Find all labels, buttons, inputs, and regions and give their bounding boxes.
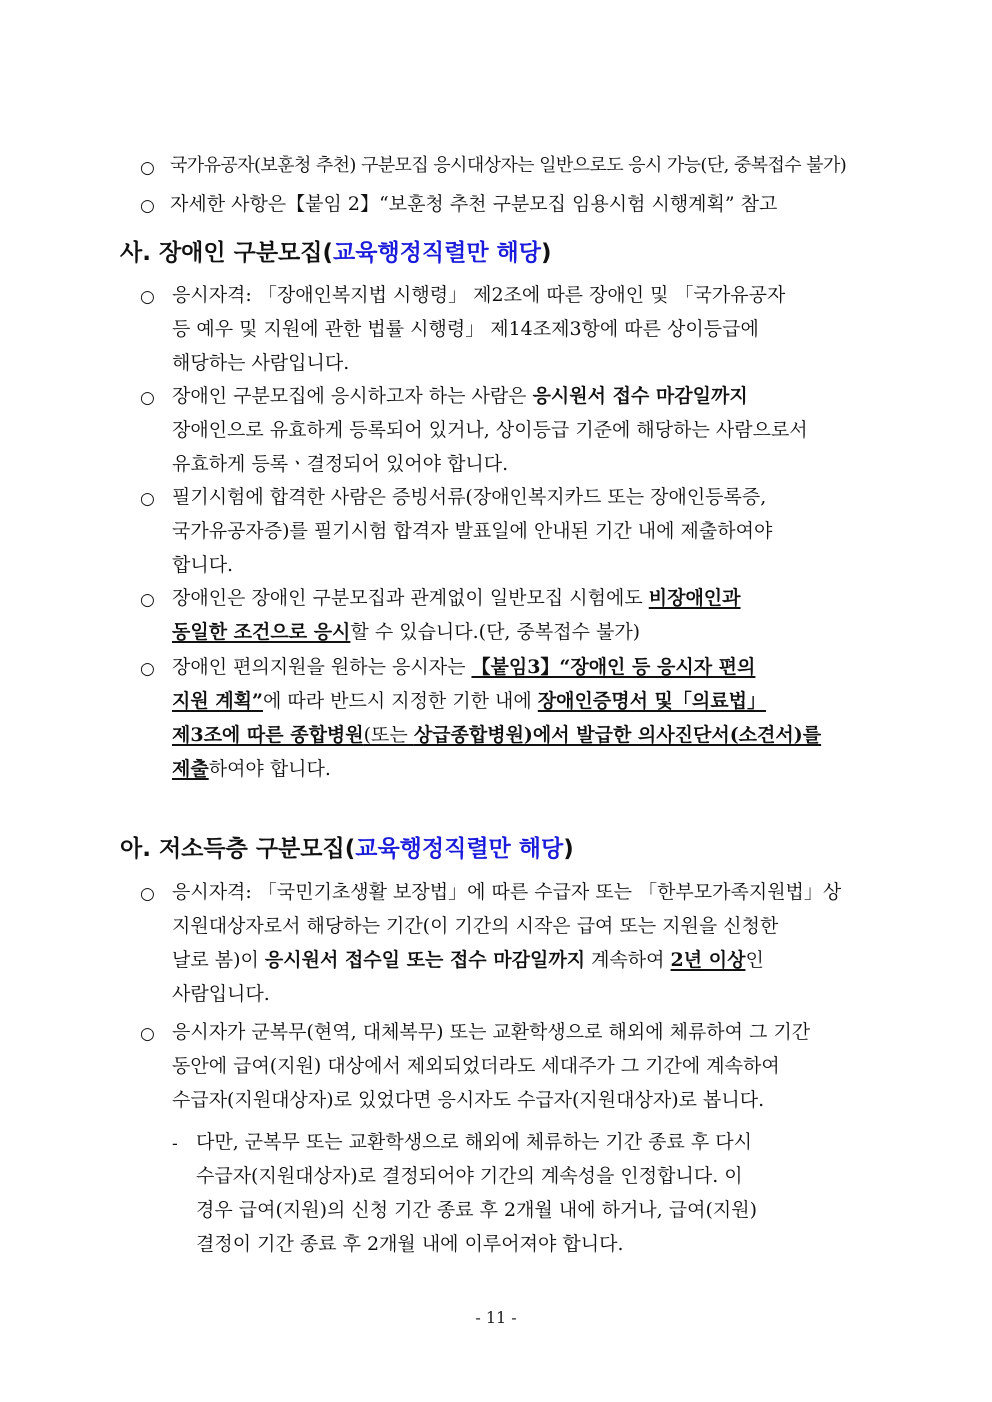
text: 날로 봄)이	[172, 949, 265, 971]
text: 할 수 있습니다.(단, 중복접수 불가)	[350, 621, 641, 643]
emphasis-text: 동일한 조건으로 응시	[172, 621, 351, 643]
disabled-support-line-2	[172, 688, 766, 714]
low-income-military-line-2: 동안에 급여(지원) 대상에서 제외되었더라도 세대주가 그 기간에 계속하여	[172, 1055, 780, 1077]
text: 장애인은 장애인 구분모집과 관계없이 일반모집 시험에도	[172, 587, 649, 609]
bullet-icon: ○	[140, 388, 155, 408]
low-income-note-line-1: 다만, 군복무 또는 교환학생으로 해외에 체류하는 기간 종료 후 다시	[196, 1131, 752, 1153]
emphasis-text: 상급종합병원)에서 발급한 의사진단서(소견서)를	[413, 724, 822, 746]
heading-text: )	[563, 836, 574, 862]
heading-highlight: 교육행정직렬만 해당	[333, 240, 541, 266]
emphasis-text: 2년 이상	[670, 949, 746, 971]
text: 장애인 편의지원을 원하는 응시자는	[172, 656, 472, 678]
bullet-icon: ○	[140, 659, 155, 679]
section-heading-disabled	[120, 238, 552, 268]
intro-line-2: 자세한 사항은【붙임 2】“보훈청 추천 구분모집 임용시험 시행계획” 참고	[170, 193, 778, 215]
text: 계속하여	[585, 949, 671, 971]
text: 장애인 구분모집에 응시하고자 하는 사람은	[172, 385, 533, 407]
dash-icon: -	[172, 1134, 178, 1154]
bullet-icon: ○	[140, 158, 155, 178]
heading-text: 사. 장애인 구분모집(	[120, 240, 334, 266]
low-income-note-line-3: 경우 급여(지원)의 신청 기간 종료 후 2개월 내에 하거나, 급여(지원)	[196, 1199, 757, 1221]
emphasis-text: 제3조에 따른 종합병원	[172, 724, 364, 746]
disabled-general-line-2	[172, 619, 640, 645]
disabled-documents-line-1: 필기시험에 합격한 사람은 증빙서류(장애인복지카드 또는 장애인등록증,	[172, 486, 767, 508]
disabled-registration-line-1	[172, 383, 748, 409]
bullet-icon: ○	[140, 884, 155, 904]
heading-highlight: 교육행정직렬만 해당	[355, 836, 564, 862]
bullet-icon: ○	[140, 287, 155, 307]
text: 응시자격: 「장애인복지법 시행령」 제2조에 따른 장애인 및 「국가유공자	[172, 284, 786, 306]
disabled-documents-line-2: 국가유공자증)를 필기시험 합격자 발표일에 안내된 기간 내에 제출하여야	[172, 520, 773, 542]
section-heading-low-income	[120, 834, 574, 864]
bullet-icon: ○	[140, 196, 155, 216]
bullet-icon: ○	[140, 1024, 155, 1044]
disabled-documents-line-3: 합니다.	[172, 554, 234, 576]
heading-text: 아. 저소득층 구분모집(	[120, 836, 356, 862]
emphasis-text: 장애인증명서 및「의료법」	[537, 690, 766, 712]
disabled-general-line-1	[172, 585, 741, 611]
low-income-eligibility-line-3	[172, 947, 764, 973]
emphasis-text: 응시원서 접수 마감일까지	[532, 385, 748, 407]
bullet-icon: ○	[140, 590, 155, 610]
low-income-note-line-2: 수급자(지원대상자)로 결정되어야 기간의 계속성을 인정합니다. 이	[196, 1165, 743, 1187]
emphasis-text: 제출	[172, 758, 209, 780]
disabled-support-line-4	[172, 756, 331, 782]
intro-line-1: 국가유공자(보훈청 추천) 구분모집 응시대상자는 일반으로도 응시 가능(단, 중복접수 불가)	[170, 155, 847, 176]
low-income-military-line-3: 수급자(지원대상자)로 있었다면 응시자도 수급자(지원대상자)로 봅니다.	[172, 1089, 765, 1111]
text: 인	[745, 949, 764, 971]
low-income-eligibility-line-1: 응시자격: 「국민기초생활 보장법」에 따른 수급자 또는 「한부모가족지원법」상	[172, 881, 842, 903]
emphasis-text: 응시원서 접수일 또는 접수 마감일까지	[264, 949, 586, 971]
low-income-military-line-1: 응시자가 군복무(현역, 대체복무) 또는 교환학생으로 해외에 체류하여 그 기간	[172, 1021, 811, 1043]
disabled-support-line-1	[172, 654, 755, 680]
emphasis-text: 【붙임3】“장애인 등 응시자 편의	[471, 656, 756, 678]
text: 에 따라 반드시 지정한 기한 내에	[262, 690, 538, 712]
disabled-registration-line-3: 유효하게 등록ㆍ결정되어 있어야 합니다.	[172, 453, 509, 475]
disabled-registration-line-2: 장애인으로 유효하게 등록되어 있거나, 상이등급 기준에 해당하는 사람으로서	[172, 419, 808, 441]
bullet-icon: ○	[140, 489, 155, 509]
page-number: - 11 -	[475, 1308, 517, 1327]
text: 하여야 합니다.	[208, 758, 331, 780]
disabled-eligibility-line-1	[172, 282, 898, 308]
low-income-eligibility-line-2: 지원대상자로서 해당하는 기간(이 기간의 시작은 급여 또는 지원을 신청한	[172, 915, 779, 937]
text: (또는	[363, 724, 414, 746]
low-income-note-line-4: 결정이 기간 종료 후 2개월 내에 이루어져야 합니다.	[196, 1233, 624, 1255]
disabled-support-line-3	[172, 722, 821, 748]
emphasis-text: 지원 계획”	[172, 690, 263, 712]
disabled-eligibility-line-2: 등 예우 및 지원에 관한 법률 시행령」 제14조제3항에 따른 상이등급에	[172, 318, 759, 340]
low-income-eligibility-line-4: 사람입니다.	[172, 983, 270, 1005]
disabled-eligibility-line-3: 해당하는 사람입니다.	[172, 352, 350, 374]
heading-text: )	[541, 240, 552, 266]
emphasis-text: 비장애인과	[648, 587, 741, 609]
